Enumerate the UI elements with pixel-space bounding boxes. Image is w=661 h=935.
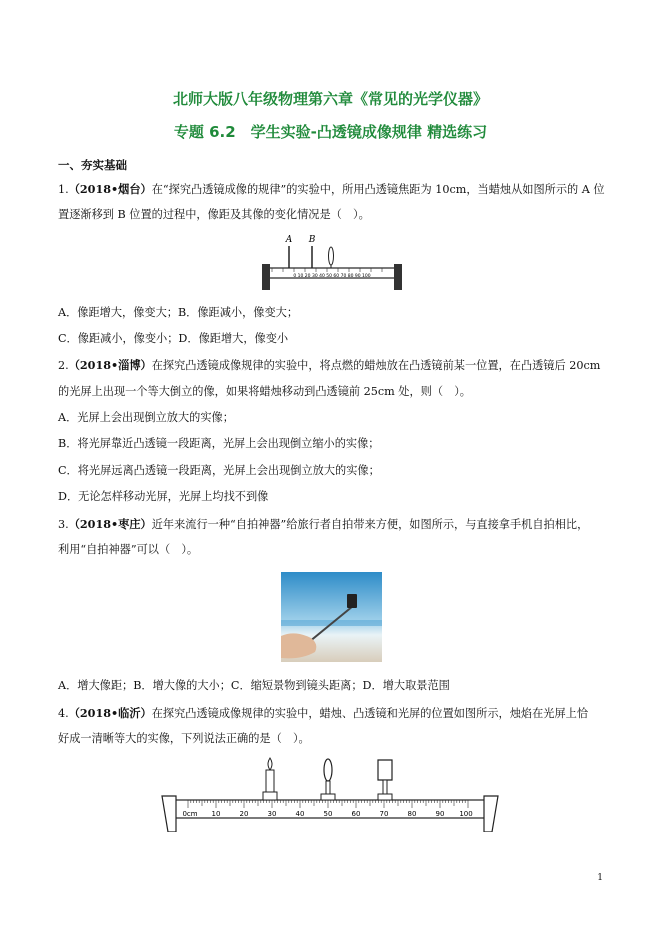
bench-right-leg bbox=[394, 264, 402, 290]
question-source: （2018•烟台） bbox=[68, 182, 152, 196]
question-text: 近年来流行一种“自拍神器”给旅行者自拍带来方便，如图所示，与直接拿手机自拍相比， bbox=[151, 518, 589, 531]
question-2-line-2: 的光屏上出现一个等大倒立的像，如果将蜡烛移动到凸透镜前 25cm 处，则（ ）。 bbox=[58, 385, 471, 398]
candle bbox=[263, 758, 277, 800]
scale-label: 20 bbox=[239, 810, 249, 818]
scale-label: 70 bbox=[379, 810, 389, 818]
document-title: 北师大版八年级物理第六章《常见的光学仪器》 bbox=[172, 90, 488, 108]
question-3-line-1 bbox=[58, 516, 618, 533]
bench-right-leg bbox=[484, 796, 498, 832]
bench-left-leg bbox=[262, 264, 270, 290]
convex-lens bbox=[321, 759, 335, 800]
scale-label: 30 bbox=[267, 810, 277, 818]
question-source: （2018•枣庄） bbox=[68, 517, 152, 531]
selfie-stick-photo bbox=[281, 572, 382, 662]
light-screen bbox=[378, 760, 392, 800]
question-1-options-cd: C．像距减小，像变小；D．像距增大，像变小 bbox=[58, 332, 289, 345]
optical-bench-figure-4 bbox=[160, 756, 500, 832]
question-2-option-c: C．将光屏远离凸透镜一段距离，光屏上会出现倒立放大的实像； bbox=[58, 464, 380, 477]
scale-label: 0cm bbox=[182, 810, 198, 818]
question-text: 在探究凸透镜成像规律的实验中，蜡烛、凸透镜和光屏的位置如图所示，烛焰在光屏上恰 bbox=[151, 707, 589, 720]
optical-bench-figure-1 bbox=[258, 232, 406, 294]
bench-left-leg bbox=[162, 796, 176, 832]
question-2-option-d: D．无论怎样移动光屏，光屏上均找不到像 bbox=[58, 490, 269, 503]
question-4-line-1 bbox=[58, 705, 618, 722]
question-number: 2. bbox=[58, 359, 69, 372]
question-2-line-1 bbox=[58, 357, 618, 374]
question-2-option-b: B．将光屏靠近凸透镜一段距离，光屏上会出现倒立缩小的实像； bbox=[58, 437, 380, 450]
question-text: 在“探究凸透镜成像的规律”的实验中，所用凸透镜焦距为 10cm，当蜡烛从如图所示的 A 位 bbox=[151, 183, 605, 196]
label-b: B bbox=[308, 235, 316, 245]
question-2-option-a: A．光屏上会出现倒立放大的实像； bbox=[58, 411, 234, 424]
bench-scale-label: 0 10 20 30 40 50 60 70 80 90 100 bbox=[293, 274, 371, 279]
scale-label: 100 bbox=[459, 810, 473, 818]
question-3-options: A．增大像距；B．增大像的大小；C．缩短景物到镜头距离；D．增大取景范围 bbox=[58, 679, 450, 692]
question-3-line-2: 利用“自拍神器”可以（ ）。 bbox=[58, 543, 199, 556]
page-number: 1 bbox=[597, 873, 603, 883]
section-heading: 一、夯实基础 bbox=[58, 158, 127, 172]
document-subtitle: 专题 6.2 学生实验-凸透镜成像规律 精选练习 bbox=[173, 123, 488, 141]
question-number: 3. bbox=[58, 518, 69, 531]
question-source: （2018•临沂） bbox=[68, 706, 152, 720]
question-text: 在探究凸透镜成像规律的实验中，将点燃的蜡烛放在凸透镜前某一位置，在凸透镜后 20cm bbox=[151, 359, 601, 372]
question-1-line-2: 置逐渐移到 B 位置的过程中，像距及其像的变化情况是（ ）。 bbox=[58, 208, 370, 221]
scale-label: 90 bbox=[435, 810, 445, 818]
question-4-line-2: 好成一清晰等大的实像，下列说法正确的是（ ）。 bbox=[58, 732, 310, 745]
scale-label: 10 bbox=[211, 810, 221, 818]
question-source: （2018•淄博） bbox=[68, 358, 152, 372]
label-a: A bbox=[285, 235, 293, 245]
scale-label: 50 bbox=[323, 810, 333, 818]
convex-lens bbox=[329, 247, 334, 265]
question-number: 1. bbox=[58, 183, 69, 196]
question-1-options-ab: A．像距增大，像变大；B．像距减小，像变大； bbox=[58, 306, 299, 319]
scale-label: 80 bbox=[407, 810, 417, 818]
question-1-line-1 bbox=[58, 181, 618, 198]
question-number: 4. bbox=[58, 707, 69, 720]
scale-label: 60 bbox=[351, 810, 361, 818]
phone bbox=[347, 594, 357, 608]
scale-label: 40 bbox=[295, 810, 305, 818]
